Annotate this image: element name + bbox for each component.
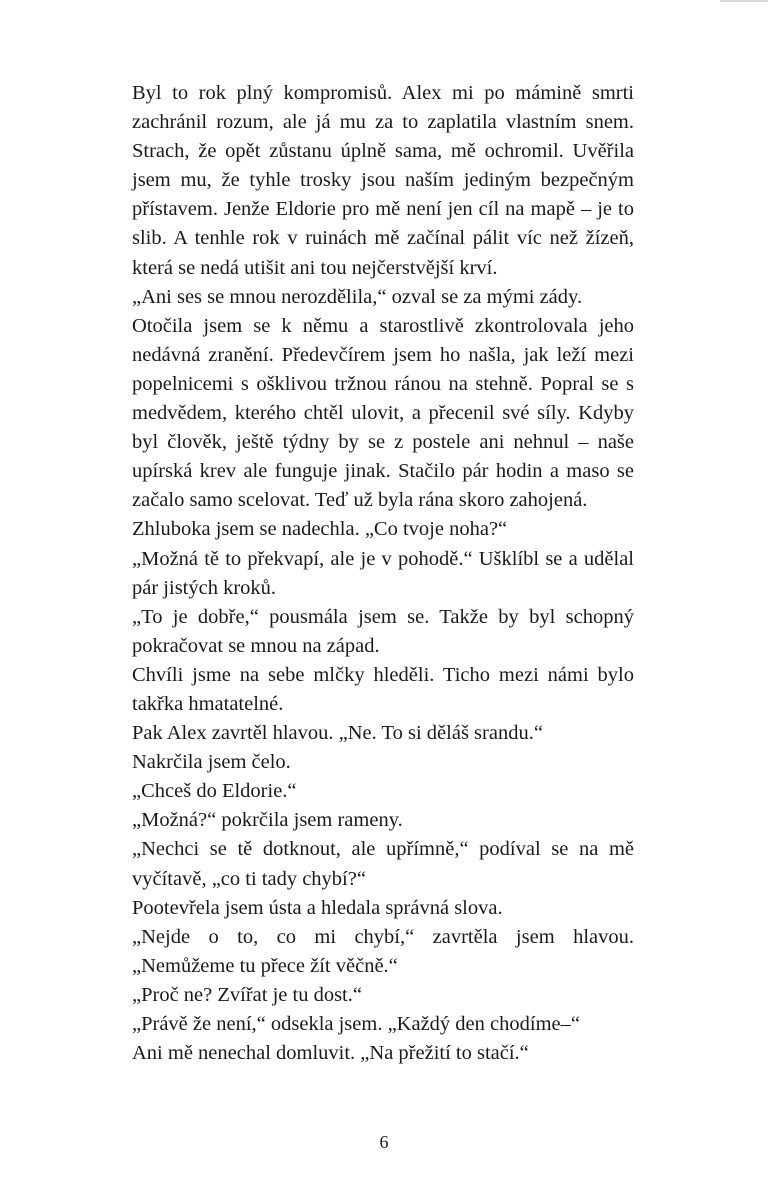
paragraph: Pootevřela jsem ústa a hledala správná slova. xyxy=(132,896,503,919)
paragraph: „Chceš do Eldorie.“ xyxy=(132,780,297,803)
page-number: 6 xyxy=(379,1132,389,1152)
page-body xyxy=(132,79,634,1068)
paragraph: „Nejde o to, co mi chybí,“ zavrtěla jsem hlavou. „Nemůžeme tu přece žít věčně.“ xyxy=(132,925,634,977)
paragraph: Ani mě nenechal domluvit. „Na přežití to stačí.“ xyxy=(132,1042,529,1065)
paragraph: „Možná?“ pokrčila jsem rameny. xyxy=(132,809,403,832)
corner-mark xyxy=(720,0,768,2)
paragraph: Byl to rok plný kompromisů. Alex mi po mámině smrti zachránil rozum, ale já mu za to zaplatila vlastním snem. Strach, že opět zůstanu úplně sama, mě ochromil. Uvěřila jsem mu, že tyhle trosky jsou naším jediným bezpečným přístavem. Jenže Eldorie pro mě není jen cíl na mapě – je to slib. A tenhle rok v ruinách mě začínal pálit víc než žízeň, která se nedá utišit ani tou nejčerstvější krví. xyxy=(132,82,634,279)
paragraph: „To je dobře,“ pousmála jsem se. Takže by byl schopný pokračovat se mnou na západ. xyxy=(132,605,634,657)
paragraph: Otočila jsem se k němu a starostlivě zkontrolovala jeho nedávná zranění. Předevčírem jsem ho našla, jak leží mezi popelnicemi s ošklivou tržnou ránou na stehně. Popral se s medvědem, kterého chtěl ulovit, a přecenil své síly. Kdyby byl člověk, ještě týdny by se z postele ani nehnul – naše upírská krev ale funguje jinak. Stačilo pár hodin a maso se začalo samo scelovat. Teď už byla rána skoro zahojená. xyxy=(132,314,634,512)
paragraph: „Nechci se tě dotknout, ale upřímně,“ podíval se na mě vyčítavě, „co ti tady chybí?“ xyxy=(132,838,634,890)
paragraph: „Možná tě to překvapí, ale je v pohodě.“ Ušklíbl se a udělal pár jistých kroků. xyxy=(132,547,634,599)
paragraph: Pak Alex zavrtěl hlavou. „Ne. To si děláš srandu.“ xyxy=(132,722,543,745)
paragraph: Nakrčila jsem čelo. xyxy=(132,751,291,774)
paragraph: „Právě že není,“ odsekla jsem. „Každý den chodíme–“ xyxy=(132,1013,580,1035)
paragraph: Chvíli jsme na sebe mlčky hleděli. Ticho mezi námi bylo takřka hmatatelné. xyxy=(132,663,634,715)
paragraph: „Proč ne? Zvířat je tu dost.“ xyxy=(132,983,362,1006)
paragraph: „Ani ses se mnou nerozdělila,“ ozval se za mými zády. xyxy=(132,285,583,308)
paragraph: Zhluboka jsem se nadechla. „Co tvoje noha?“ xyxy=(132,518,508,541)
